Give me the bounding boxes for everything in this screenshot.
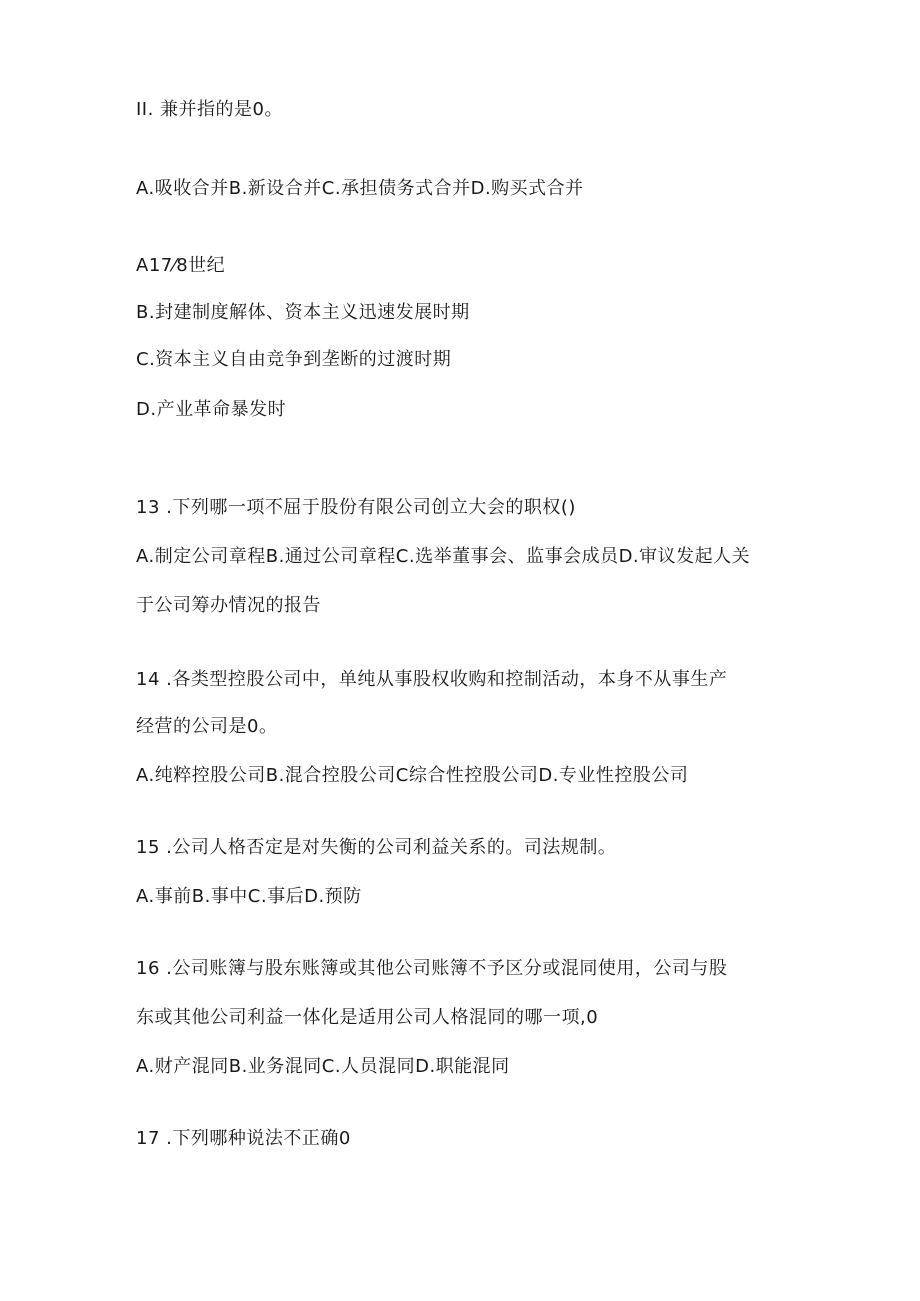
text-line: 16 .公司账簿与股东账簿或其他公司账簿不予区分或混同使用，公司与股 xyxy=(136,958,728,979)
text-line: II. 兼并指的是0。 xyxy=(136,99,284,120)
text-line: A.纯粹控股公司B.混合控股公司C综合性控股公司D.专业性控股公司 xyxy=(136,765,689,786)
text-line: C.资本主义自由竞争到垄断的过渡时期 xyxy=(136,349,452,370)
text-line: B.封建制度解体、资本主义迅速发展时期 xyxy=(136,302,470,323)
text-line: 于公司筹办情况的报告 xyxy=(136,595,321,616)
text-line: A.吸收合并B.新设合并C.承担债务式合并D.购买式合并 xyxy=(136,178,584,199)
text-line: A.制定公司章程B.通过公司章程C.选举董事会、监事会成员D.审议发起人关 xyxy=(136,546,751,567)
text-line: 17 .下列哪种说法不正确0 xyxy=(136,1128,351,1149)
text-line: A17⁄8世纪 xyxy=(136,255,226,276)
text-line: A.事前B.事中C.事后D.预防 xyxy=(136,886,362,907)
text-line: 经营的公司是0。 xyxy=(136,716,278,737)
text-line: 15 .公司人格否定是对失衡的公司利益关系的。司法规制。 xyxy=(136,837,617,858)
text-line: 14 .各类型控股公司中，单纯从事股权收购和控制活动，本身不从事生产 xyxy=(136,669,728,690)
text-line: 13 .下列哪一项不屈于股份有限公司创立大会的职权() xyxy=(136,497,576,518)
text-line: D.产业革命暴发时 xyxy=(136,399,287,420)
text-line: 东或其他公司利益一体化是适用公司人格混同的哪一项,0 xyxy=(136,1007,599,1028)
text-line: A.财产混同B.业务混同C.人员混同D.职能混同 xyxy=(136,1056,510,1077)
